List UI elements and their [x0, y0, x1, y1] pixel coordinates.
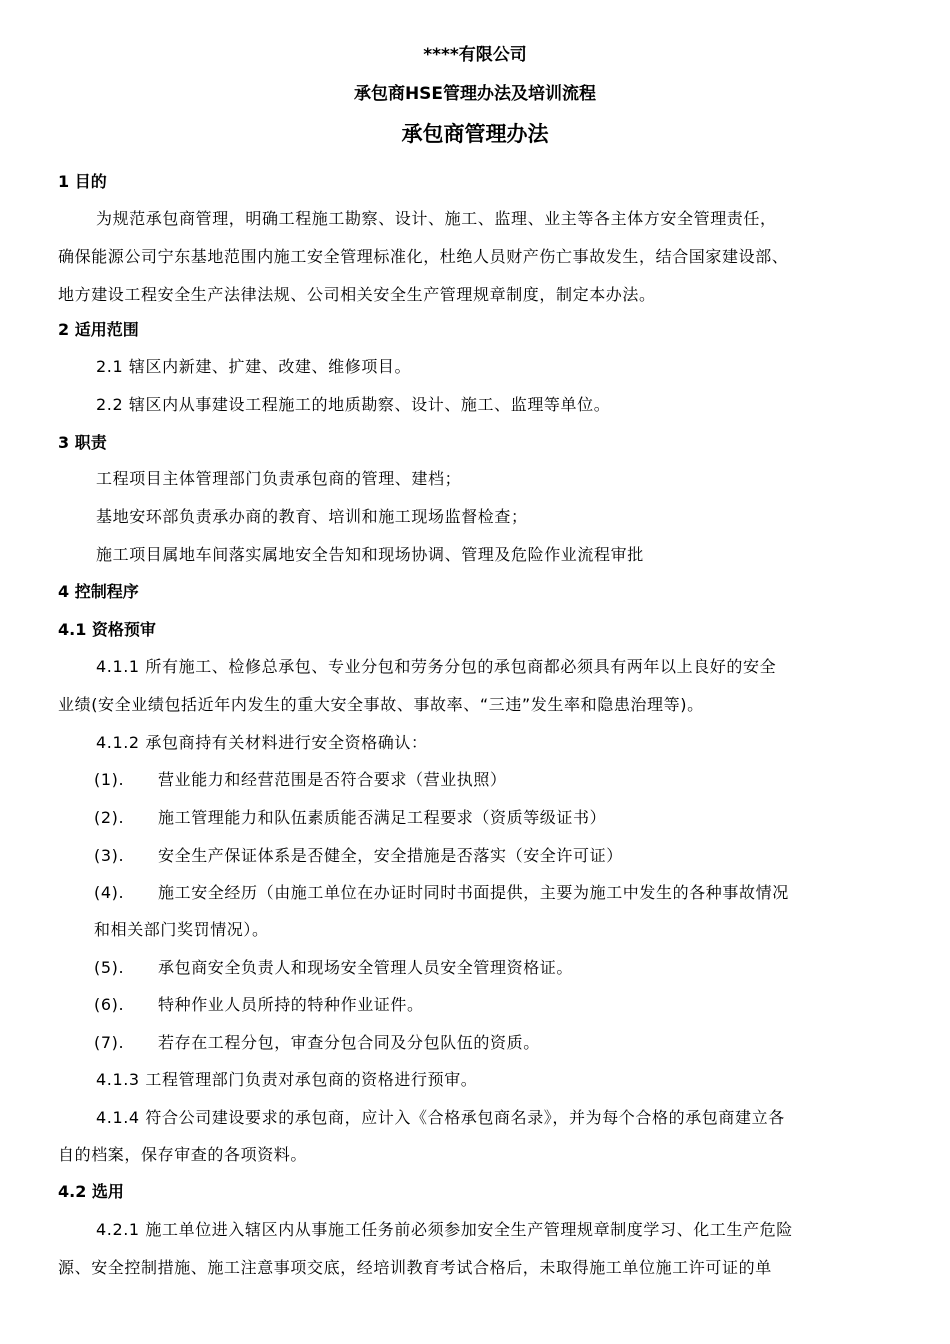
section-heading-responsibilities: 3 职责: [58, 433, 107, 452]
list-item: 2.1 辖区内新建、扩建、改建、维修项目。: [96, 357, 412, 376]
paragraph-line: 自的档案，保存审查的各项资料。: [58, 1145, 308, 1164]
list-item: 施工项目属地车间落实属地安全告知和现场协调、管理及危险作业流程审批: [96, 545, 644, 564]
subsection-heading-prequalification: 4.1 资格预审: [58, 620, 156, 639]
list-text: 营业能力和经营范围是否符合要求（营业执照）: [158, 770, 507, 789]
paragraph-line: 源、安全控制措施、施工注意事项交底，经培训教育考试合格后，未取得施工单位施工许可证的单: [58, 1258, 772, 1277]
paragraph-line: 地方建设工程安全生产法律法规、公司相关安全生产管理规章制度，制定本办法。: [58, 285, 656, 304]
list-number: (3).: [94, 846, 125, 865]
document-subtitle: 承包商HSE管理办法及培训流程: [353, 84, 597, 104]
paragraph-line: 4.2.1 施工单位进入辖区内从事施工任务前必须参加安全生产管理规章制度学习、化工生产危险: [96, 1220, 793, 1239]
list-text: 安全生产保证体系是否健全，安全措施是否落实（安全许可证）: [158, 846, 623, 865]
list-number: (7).: [94, 1033, 125, 1052]
list-number: (4).: [94, 883, 125, 902]
paragraph-line: 4.1.2 承包商持有关材料进行安全资格确认：: [96, 733, 428, 752]
list-text: 施工管理能力和队伍素质能否满足工程要求（资质等级证书）: [158, 808, 607, 827]
list-item-continuation: 和相关部门奖罚情况）。: [94, 920, 269, 939]
list-item: [94, 991, 424, 1019]
subsection-heading-selection: 4.2 选用: [58, 1182, 124, 1201]
list-text: 承包商安全负责人和现场安全管理人员安全管理资格证。: [158, 958, 574, 977]
list-item: [94, 879, 789, 907]
list-item: [94, 1029, 540, 1057]
paragraph-line: 4.1.3 工程管理部门负责对承包商的资格进行预审。: [96, 1070, 478, 1089]
list-text: 特种作业人员所持的特种作业证件。: [158, 995, 424, 1014]
section-heading-scope: 2 适用范围: [58, 320, 139, 339]
list-number: (1).: [94, 770, 125, 789]
list-number: (6).: [94, 995, 125, 1014]
list-item: [94, 842, 623, 870]
section-heading-purpose: 1 目的: [58, 172, 107, 191]
list-item: [94, 954, 573, 982]
paragraph-line: 业绩(安全业绩包括近年内发生的重大安全事故、事故率、“三违”发生率和隐患治理等)。: [58, 695, 704, 714]
list-item: 工程项目主体管理部门负责承包商的管理、建档；: [96, 469, 462, 488]
list-item: [94, 804, 606, 832]
list-text: 若存在工程分包，审查分包合同及分包队伍的资质。: [158, 1033, 540, 1052]
document-title: 承包商管理办法: [401, 122, 549, 146]
list-number: (5).: [94, 958, 125, 977]
list-text: 施工安全经历（由施工单位在办证时同时书面提供，主要为施工中发生的各种事故情况: [158, 883, 789, 902]
section-heading-control-procedure: 4 控制程序: [58, 582, 139, 601]
paragraph-line: 确保能源公司宁东基地范围内施工安全管理标准化，杜绝人员财产伤亡事故发生，结合国家建设部、: [58, 247, 789, 266]
paragraph-line: 4.1.1 所有施工、检修总承包、专业分包和劳务分包的承包商都必须具有两年以上良好的安全: [96, 657, 777, 676]
list-item: 2.2 辖区内从事建设工程施工的地质勘察、设计、施工、监理等单位。: [96, 395, 611, 414]
paragraph-line: 4.1.4 符合公司建设要求的承包商，应计入《合格承包商名录》，并为每个合格的承包商建立各: [96, 1108, 785, 1127]
list-item: 基地安环部负责承办商的教育、培训和施工现场监督检查；: [96, 507, 528, 526]
list-item: [94, 766, 507, 794]
list-number: (2).: [94, 808, 125, 827]
company-name: ****有限公司: [423, 45, 527, 65]
paragraph-line: 为规范承包商管理，明确工程施工勘察、设计、施工、监理、业主等各主体方安全管理责任，: [96, 209, 777, 228]
